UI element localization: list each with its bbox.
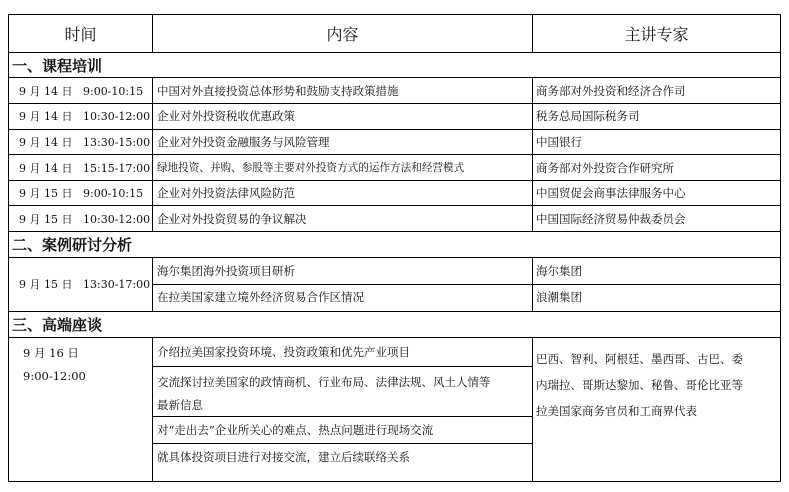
- table-row: [9, 206, 781, 232]
- row-time: 15:15-17:00: [83, 161, 151, 175]
- row-content: 企业对外投资金融服务与风险管理: [153, 129, 533, 155]
- row-date: 9 月 14 日: [19, 135, 73, 149]
- forum-expert-line: 巴西、智利、阿根廷、墨西哥、古巴、委: [536, 351, 743, 366]
- case-item: 海尔集团海外投资项目研析: [153, 259, 532, 285]
- forum-time: 9:00-12:00: [23, 368, 86, 383]
- row-expert: 商务部对外投资和经济合作司: [533, 78, 781, 104]
- row-expert: 税务总局国际税务司: [533, 104, 781, 130]
- row-content: 企业对外投资法律风险防范: [153, 180, 533, 206]
- forum-item: 交流探讨拉美国家的政情商机、行业布局、法律法规、风土人情等: [157, 374, 491, 389]
- case-expert: 海尔集团: [533, 259, 780, 285]
- row-time: 10:30-12:00: [83, 110, 151, 124]
- row-expert: 中国国际经济贸易仲裁委员会: [533, 206, 781, 232]
- table-row: [9, 104, 781, 130]
- case-expert: 浪潮集团: [536, 289, 582, 304]
- table-row: [9, 129, 781, 155]
- forum-date: 9 月 16 日: [23, 345, 79, 360]
- header-content: 内容: [153, 15, 533, 53]
- row-time: 9:00-10:15: [83, 187, 144, 201]
- row-expert: 商务部对外投资合作研究所: [533, 155, 781, 181]
- forum-expert-line: 拉美国家商务官员和工商界代表: [536, 403, 697, 418]
- row-date: 9 月 15 日: [19, 187, 73, 201]
- forum-item: 就具体投资项目进行对接交流，建立后续联络关系: [157, 449, 410, 464]
- row-date: 9 月 15 日: [19, 212, 73, 226]
- case-item: 在拉美国家建立境外经济贸易合作区情况: [157, 289, 364, 304]
- schedule-table: [8, 14, 781, 482]
- row-content: 中国对外直接投资总体形势和鼓励支持政策措施: [153, 78, 533, 104]
- forum-item: 介绍拉美国家投资环境、投资政策和优先产业项目: [153, 338, 532, 367]
- row-expert: 中国银行: [533, 129, 781, 155]
- row-time: 10:30-12:00: [83, 212, 151, 226]
- forum-item: 对“走出去”企业所关心的难点、热点问题进行现场交流: [153, 417, 532, 444]
- row-time: 13:30-15:00: [83, 135, 151, 149]
- row-date: 9 月 14 日: [19, 110, 73, 124]
- table-row: [9, 78, 781, 104]
- row-date: 9 月 14 日: [19, 84, 73, 98]
- row-expert: 中国贸促会商事法律服务中心: [533, 180, 781, 206]
- row-date: 9 月 14 日: [19, 161, 73, 175]
- table-row: [9, 155, 781, 181]
- section-title: 三、高端座谈: [9, 311, 781, 337]
- section-title: 二、案例研讨分析: [9, 232, 781, 258]
- row-content: 企业对外投资税收优惠政策: [153, 104, 533, 130]
- section-title: 一、课程培训: [9, 52, 781, 78]
- table-row: [9, 257, 781, 311]
- row-time: 13:30-17:00: [83, 278, 151, 292]
- row-time: 9:00-10:15: [83, 84, 144, 98]
- forum-item-cont: 最新信息: [153, 394, 532, 417]
- header-expert: 主讲专家: [533, 15, 781, 53]
- header-time: 时间: [9, 15, 153, 53]
- table-row: [9, 180, 781, 206]
- table-row: [9, 337, 781, 482]
- row-date: 9 月 15 日: [19, 278, 73, 292]
- row-content: 企业对外投资贸易的争议解决: [153, 206, 533, 232]
- forum-expert-line: 内瑞拉、哥斯达黎加、秘鲁、哥伦比亚等: [536, 377, 743, 392]
- row-content: 绿地投资、并购、参股等主要对外投资方式的运作方法和经营模式: [153, 155, 533, 181]
